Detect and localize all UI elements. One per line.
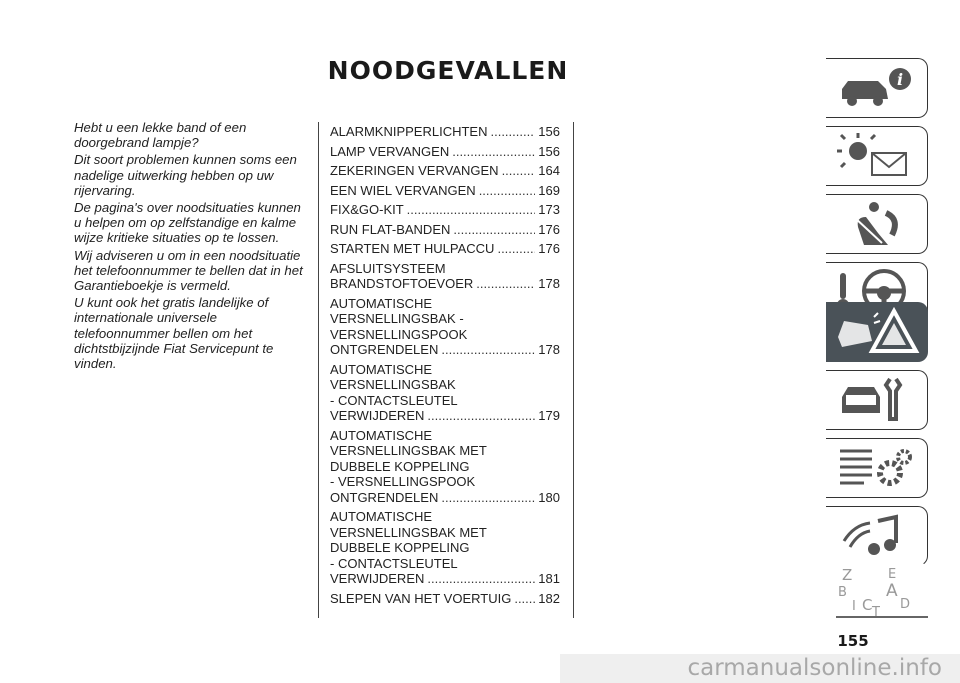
intro-paragraph: Hebt u een lekke band of een doorgebrand lampje? — [74, 120, 247, 151]
toc-entry[interactable] — [330, 261, 560, 292]
tab-safety[interactable] — [826, 194, 928, 254]
toc-entry[interactable] — [330, 591, 560, 607]
index-letter: T — [872, 605, 880, 618]
toc-entry-page: 178 — [538, 342, 560, 357]
toc-entry-page: 169 — [538, 182, 560, 198]
toc-dot-leader — [502, 163, 536, 179]
car-info-icon — [834, 63, 920, 113]
tab-car-info[interactable] — [826, 58, 928, 118]
toc-entry-page: 180 — [538, 489, 560, 505]
toc-entry-title: VERWIJDEREN — [330, 571, 425, 586]
watermark-bar — [560, 654, 960, 683]
toc-entry[interactable] — [330, 296, 560, 358]
toc-entry-title-part: AUTOMATISCHE VERSNELLINGSBAK - VERSNELLINGSPOOK — [330, 295, 468, 342]
index-letter: A — [886, 581, 898, 601]
tab-warning-lights[interactable] — [826, 126, 928, 186]
car-breakdown-warning-icon — [834, 307, 920, 357]
technical-data-icon — [834, 443, 920, 493]
toc-entry[interactable] — [330, 202, 560, 218]
index-letter: E — [888, 567, 897, 582]
toc-dot-leader — [479, 183, 536, 199]
toc-entry-page: 164 — [538, 163, 560, 178]
toc-entry-title: EEN WIEL VERVANGEN — [330, 182, 476, 198]
toc-entry-page: 181 — [538, 571, 560, 586]
car-maintenance-icon — [834, 375, 920, 425]
toc-entry[interactable] — [330, 144, 560, 160]
toc-entry[interactable] — [330, 124, 560, 140]
tab-multimedia[interactable] — [826, 506, 928, 566]
intro-text — [74, 120, 310, 373]
index-letter: D — [900, 597, 911, 612]
index-letter: I — [852, 599, 856, 614]
toc-dot-leader — [441, 342, 535, 358]
toc-dot-leader — [452, 144, 535, 160]
tab-index[interactable] — [826, 562, 928, 622]
toc-entry-title-part: AFSLUITSYSTEEM — [330, 260, 446, 276]
tab-emergencies[interactable] — [826, 302, 928, 362]
toc-entry-title-part: AUTOMATISCHE VERSNELLINGSBAK MET DUBBELE KOPPELING - CONTACTSLEUTEL — [330, 509, 487, 571]
toc-dot-leader — [407, 202, 536, 218]
toc-dot-leader — [476, 276, 535, 292]
toc-entry-title: LAMP VERVANGEN — [330, 143, 450, 159]
toc-dot-leader — [453, 222, 535, 238]
toc-entry-title-part: AUTOMATISCHE VERSNELLINGSBAK - CONTACTSLEUTEL — [330, 361, 458, 408]
toc-entry-page: 178 — [538, 276, 560, 291]
index-letter: B — [838, 585, 847, 600]
toc-entry[interactable] — [330, 163, 560, 179]
toc-entry-title-part: AUTOMATISCHE VERSNELLINGSBAK MET DUBBELE KOPPELING - VERSNELLINGSPOOK — [330, 427, 487, 489]
toc-entry-title: BRANDSTOFTOEVOER — [330, 276, 474, 291]
column-divider-left — [318, 122, 319, 618]
toc-entry-title: ONTGRENDELEN — [330, 489, 439, 505]
multimedia-icon — [834, 511, 920, 561]
intro-paragraph: De pagina's over noodsituaties kunnen u helpen om op zelfstandige en kalme wijze kritieke situaties op te lossen. — [74, 200, 301, 246]
toc-entry-title: RUN FLAT-BANDEN — [330, 221, 451, 237]
toc-entry-page: 176 — [538, 221, 560, 237]
toc-entry-title: STARTEN MET HULPACCU — [330, 241, 495, 256]
toc-entry-title: VERWIJDEREN — [330, 408, 425, 423]
toc-dot-leader — [441, 490, 535, 506]
tab-maintenance[interactable] — [826, 370, 928, 430]
column-divider-right — [573, 122, 574, 618]
toc-entry-title: ALARMKNIPPERLICHTEN — [330, 124, 488, 139]
alphabetical-index-icon — [834, 566, 930, 618]
warning-light-message-icon — [834, 131, 920, 181]
toc-entry[interactable] — [330, 222, 560, 238]
toc-entry-page: 182 — [538, 590, 560, 606]
tab-technical-data[interactable] — [826, 438, 928, 498]
page-title: NOODGEVALLEN — [327, 56, 569, 85]
toc-dot-leader — [427, 408, 535, 424]
toc-entry-page: 156 — [538, 143, 560, 159]
toc-entry[interactable] — [330, 362, 560, 424]
toc-dot-leader — [427, 571, 535, 587]
toc-entry-page: 179 — [538, 408, 560, 423]
toc-entry-title: ONTGRENDELEN — [330, 342, 439, 357]
toc-entry[interactable] — [330, 509, 560, 587]
airbag-seat-icon — [834, 199, 920, 249]
toc-entry-page: 176 — [538, 241, 560, 256]
intro-paragraph: Dit soort problemen kunnen soms een nadelige uitwerking hebben op uw rijervaring. — [74, 152, 297, 198]
toc-entry-title: ZEKERINGEN VERVANGEN — [330, 163, 499, 178]
toc-entry-title: FIX&GO-KIT — [330, 202, 404, 217]
toc-entry-page: 156 — [538, 124, 560, 139]
intro-paragraph: U kunt ook het gratis landelijke of internationale universele telefoonnummer bellen om het dichtstbijzijnde Fiat Servicepunt te vinden. — [74, 295, 274, 372]
toc-dot-leader — [497, 241, 535, 257]
page-number: 155 — [837, 632, 869, 650]
toc-dot-leader — [514, 591, 535, 607]
toc-entry[interactable] — [330, 183, 560, 199]
toc-entry-page: 173 — [538, 202, 560, 217]
index-letter: Z — [842, 566, 853, 584]
index-letter: C — [862, 596, 873, 614]
toc-dot-leader — [490, 124, 535, 140]
toc-entry-title: SLEPEN VAN HET VOERTUIG — [330, 590, 512, 606]
toc-entry[interactable] — [330, 241, 560, 257]
intro-paragraph: Wij adviseren u om in een noodsituatie het telefoonnummer te bellen dat in het Garantieboekje is vermeld. — [74, 247, 303, 294]
watermark-text: carmanualsonline.info — [687, 655, 942, 681]
toc-entry[interactable] — [330, 428, 560, 506]
svg-text:i: i — [896, 70, 904, 89]
table-of-contents — [330, 124, 560, 610]
